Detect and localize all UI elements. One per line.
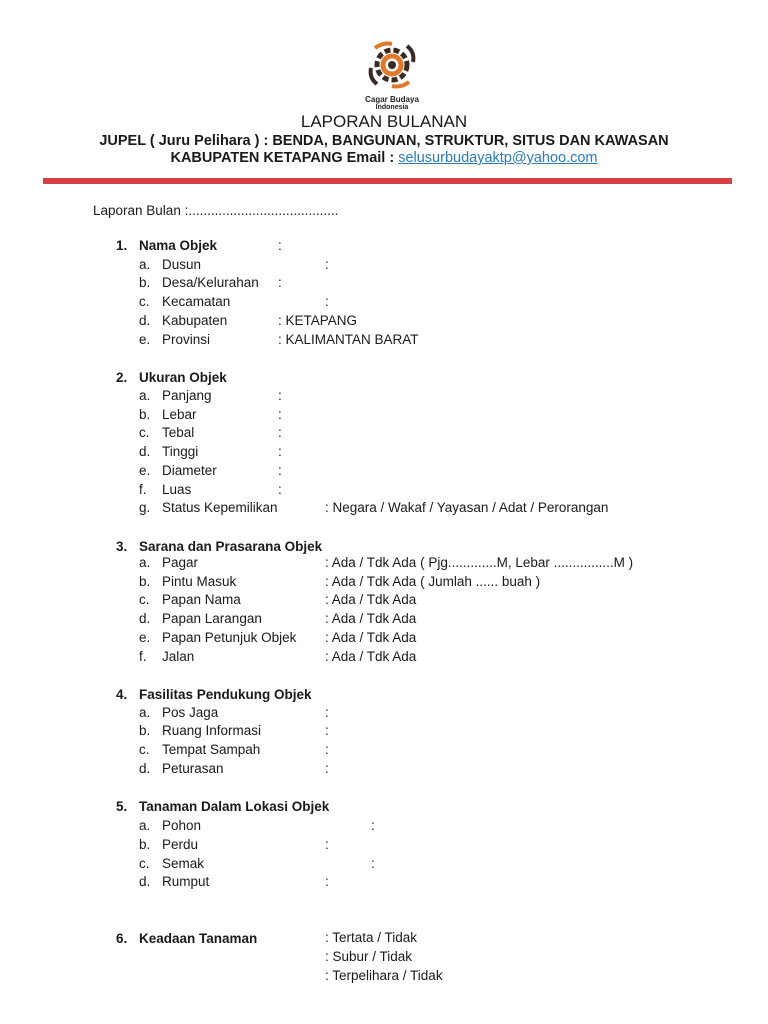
item-value: : Ada / Tdk Ada ( Pjg.............M, Lebar ................M ) bbox=[325, 555, 634, 570]
item-letter: d. bbox=[139, 313, 151, 328]
item-letter: d. bbox=[139, 444, 151, 459]
item-label-papan-nama: Papan Nama bbox=[162, 592, 241, 607]
item-letter: d. bbox=[139, 874, 151, 889]
item-label-kabupaten: Kabupaten bbox=[162, 313, 228, 328]
item-value: : bbox=[325, 837, 329, 852]
item-value: : Ada / Tdk Ada bbox=[325, 611, 417, 626]
item-label-peturasan: Peturasan bbox=[162, 761, 224, 776]
item-label-papan-larangan: Papan Larangan bbox=[162, 611, 262, 626]
item-label-provinsi: Provinsi bbox=[162, 332, 211, 347]
item-value: : bbox=[325, 742, 329, 757]
item-letter: c. bbox=[139, 856, 150, 871]
item-value: : Ada / Tdk Ada bbox=[325, 630, 417, 645]
item-letter: b. bbox=[139, 407, 151, 422]
item-value: : bbox=[278, 444, 282, 459]
item-value: : bbox=[325, 257, 329, 272]
item-value: : bbox=[325, 723, 329, 738]
cagar-budaya-logo bbox=[361, 38, 423, 118]
item-label-pagar: Pagar bbox=[162, 555, 199, 570]
item-letter: b. bbox=[139, 837, 151, 852]
item-value: : KALIMANTAN BARAT bbox=[278, 332, 419, 347]
item-value: : bbox=[278, 388, 282, 403]
item-label-pintu-masuk: Pintu Masuk bbox=[162, 574, 237, 589]
item-letter: a. bbox=[139, 818, 151, 833]
item-letter: a. bbox=[139, 257, 151, 272]
section-title-sarana-prasarana: Sarana dan Prasarana Objek bbox=[139, 539, 323, 554]
section-number: 6. bbox=[116, 931, 128, 946]
item-value: : Ada / Tdk Ada ( Jumlah ...... buah ) bbox=[325, 574, 541, 589]
item-value: : bbox=[325, 874, 329, 889]
item-value: : bbox=[325, 705, 329, 720]
item-letter: b. bbox=[139, 723, 151, 738]
item-label-pohon: Pohon bbox=[162, 818, 202, 833]
section-number: 5. bbox=[116, 799, 128, 814]
item-label-luas: Luas bbox=[162, 482, 192, 497]
item-label-tempat-sampah: Tempat Sampah bbox=[162, 742, 261, 757]
item-letter: b. bbox=[139, 574, 151, 589]
section-number: 3. bbox=[116, 539, 128, 554]
item-letter: a. bbox=[139, 555, 151, 570]
keadaan-value-terpelihara: : Terpelihara / Tidak bbox=[325, 968, 443, 983]
section-number: 1. bbox=[116, 238, 128, 253]
item-label-panjang: Panjang bbox=[162, 388, 212, 403]
keadaan-value-tertata: : Tertata / Tidak bbox=[325, 930, 418, 945]
item-letter: e. bbox=[139, 332, 151, 347]
keadaan-value-subur: : Subur / Tidak bbox=[325, 949, 413, 964]
page-title: LAPORAN BULANAN bbox=[300, 112, 468, 131]
item-label-papan-petunjuk: Papan Petunjuk Objek bbox=[162, 630, 297, 645]
item-label-pos-jaga: Pos Jaga bbox=[162, 705, 219, 720]
section-number: 4. bbox=[116, 687, 128, 702]
item-value: : bbox=[278, 407, 282, 422]
item-value: : bbox=[371, 818, 375, 833]
item-label-diameter: Diameter bbox=[162, 463, 217, 478]
item-label-ruang-informasi: Ruang Informasi bbox=[162, 723, 262, 738]
section-title-keadaan-tanaman: Keadaan Tanaman bbox=[139, 931, 258, 946]
item-label-rumput: Rumput bbox=[162, 874, 210, 889]
logo-text-line1: Cagar Budaya bbox=[365, 95, 419, 104]
item-letter: e. bbox=[139, 630, 151, 645]
item-label-tinggi: Tinggi bbox=[162, 444, 199, 459]
item-label-perdu: Perdu bbox=[162, 837, 199, 852]
item-label-kecamatan: Kecamatan bbox=[162, 294, 231, 309]
item-letter: a. bbox=[139, 705, 151, 720]
section-title-nama-objek: Nama Objek bbox=[139, 238, 218, 253]
item-letter: d. bbox=[139, 761, 151, 776]
section-title-ukuran-objek: Ukuran Objek bbox=[139, 370, 227, 385]
item-letter: c. bbox=[139, 294, 150, 309]
item-label-tebal: Tebal bbox=[162, 425, 195, 440]
item-value: : bbox=[278, 463, 282, 478]
page-subtitle-email-line bbox=[0, 150, 768, 166]
item-value: : Ada / Tdk Ada bbox=[325, 592, 417, 607]
item-value: : Ada / Tdk Ada bbox=[325, 649, 417, 664]
item-letter: g. bbox=[139, 500, 151, 515]
item-value: : KETAPANG bbox=[278, 313, 358, 328]
cagar-budaya-emblem-icon bbox=[361, 38, 423, 94]
item-letter: f. bbox=[139, 482, 147, 497]
item-letter: b. bbox=[139, 275, 151, 290]
laporan-bulan-field: Laporan Bulan :........................................ bbox=[93, 203, 339, 218]
item-letter: c. bbox=[139, 742, 150, 757]
item-letter: e. bbox=[139, 463, 151, 478]
item-letter: c. bbox=[139, 425, 150, 440]
item-value: : bbox=[278, 275, 282, 290]
section-number: 2. bbox=[116, 370, 128, 385]
page-subtitle: JUPEL ( Juru Pelihara ) : BENDA, BANGUNAN, STRUKTUR, SITUS DAN KAWASAN bbox=[99, 133, 669, 149]
item-letter: d. bbox=[139, 611, 151, 626]
item-value: : bbox=[325, 761, 329, 776]
item-letter: c. bbox=[139, 592, 150, 607]
item-value: : bbox=[371, 856, 375, 871]
item-letter: a. bbox=[139, 388, 151, 403]
item-value: : bbox=[278, 425, 282, 440]
item-label-jalan: Jalan bbox=[162, 649, 195, 664]
item-value: : bbox=[278, 482, 282, 497]
section-title-fasilitas: Fasilitas Pendukung Objek bbox=[139, 687, 312, 702]
item-label-dusun: Dusun bbox=[162, 257, 202, 272]
item-value: : bbox=[325, 294, 329, 309]
email-prefix: KABUPATEN KETAPANG Email : bbox=[170, 150, 399, 166]
header-divider bbox=[43, 178, 732, 184]
item-label-semak: Semak bbox=[162, 856, 205, 871]
section-title-tanaman: Tanaman Dalam Lokasi Objek bbox=[139, 799, 330, 814]
item-label-desa-kelurahan: Desa/Kelurahan bbox=[162, 275, 259, 290]
logo-text-line2: Indonesia bbox=[375, 104, 409, 111]
item-letter: f. bbox=[139, 649, 147, 664]
item-value: : Negara / Wakaf / Yayasan / Adat / Perorangan bbox=[325, 500, 609, 515]
email-link[interactable]: selusurbudayaktp@yahoo.com bbox=[398, 150, 598, 166]
item-label-lebar: Lebar bbox=[162, 407, 197, 422]
section-title-colon: : bbox=[278, 238, 282, 253]
item-label-status-kepemilikan: Status Kepemilikan bbox=[162, 500, 278, 515]
